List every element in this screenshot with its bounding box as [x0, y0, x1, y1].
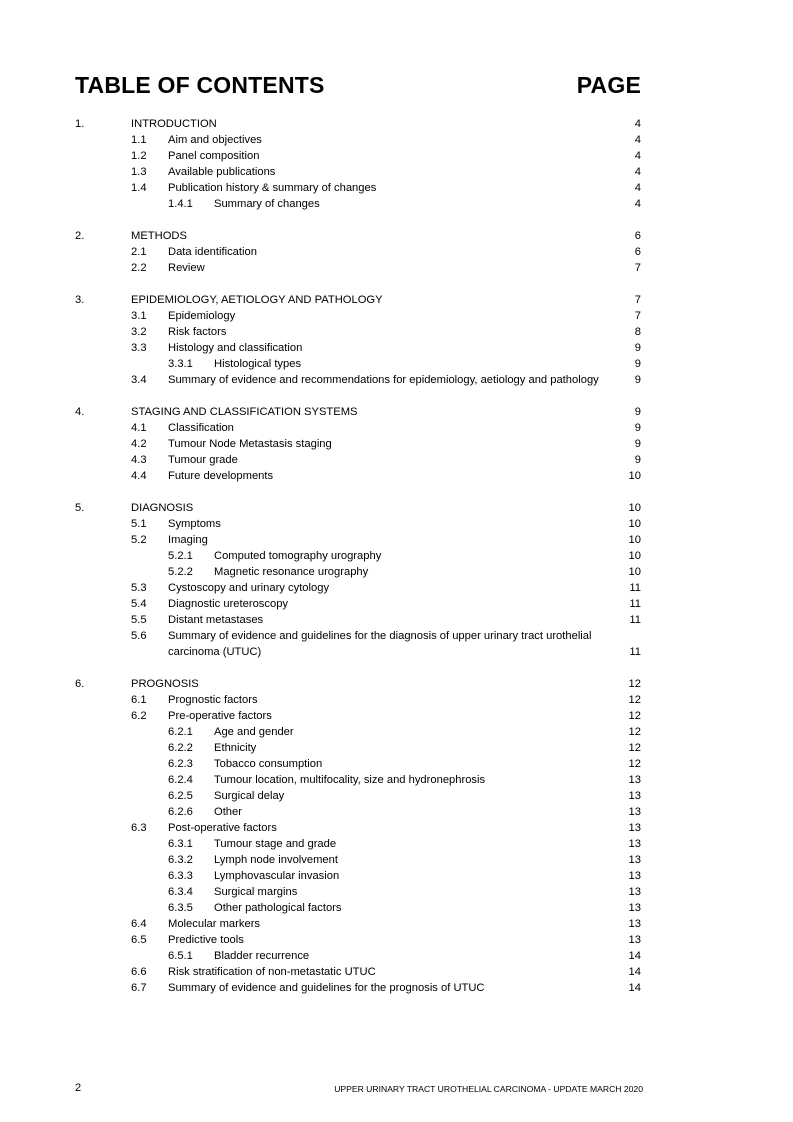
toc-entry-label: Publication history & summary of changes — [168, 182, 377, 194]
toc-section-entry[interactable] — [0, 708, 793, 724]
toc-entry-page: 10 — [628, 470, 641, 482]
toc-entry-label: Other pathological factors — [214, 902, 342, 914]
page-column-heading: PAGE — [576, 72, 641, 98]
toc-entry-page: 4 — [634, 166, 641, 178]
toc-entry-label: Summary of changes — [214, 198, 320, 210]
toc-entry-number: 6.3.1 — [168, 838, 193, 850]
toc-section-entry[interactable] — [0, 244, 793, 260]
toc-entry-label: Panel composition — [168, 150, 260, 162]
toc-entry-label: Tumour grade — [168, 454, 238, 466]
toc-entry-label: Epidemiology — [168, 310, 236, 322]
toc-entry-label: Future developments — [168, 470, 274, 482]
page-title: TABLE OF CONTENTS — [75, 72, 325, 98]
footer-page-number: 2 — [75, 1082, 82, 1094]
toc-entry-page: 8 — [634, 326, 641, 338]
toc-entry-label: DIAGNOSIS — [131, 502, 194, 514]
toc-subsection-entry[interactable] — [0, 836, 793, 852]
toc-entry-number: 4.3 — [131, 454, 147, 466]
toc-entry-page: 13 — [628, 774, 641, 786]
toc-subsection-entry[interactable] — [0, 740, 793, 756]
toc-entry-label: Summary of evidence and recommendations for epidemiology, aetiology and pathology — [168, 374, 599, 386]
toc-entry-number: 6.7 — [131, 982, 147, 994]
toc-entry-label: Prognostic factors — [168, 694, 258, 706]
toc-entry-label: Lymphovascular invasion — [214, 870, 340, 882]
toc-entry-label: Risk stratification of non-metastatic UTUC — [168, 966, 376, 978]
toc-entry-number: 6.3.3 — [168, 870, 193, 882]
toc-entry-label: PROGNOSIS — [131, 678, 199, 690]
toc-entry-number: 6.3.4 — [168, 886, 193, 898]
toc-section-entry[interactable] — [0, 532, 793, 548]
toc-section-entry[interactable] — [0, 340, 793, 356]
toc-entry-number: 1.1 — [131, 134, 147, 146]
toc-subsection-entry[interactable] — [0, 788, 793, 804]
toc-entry-label: Pre-operative factors — [168, 710, 272, 722]
toc-entry-label: Classification — [168, 422, 234, 434]
toc-entry-label: Other — [214, 806, 242, 818]
toc-subsection-entry[interactable] — [0, 900, 793, 916]
toc-entry-page: 9 — [634, 454, 641, 466]
toc-subsection-entry[interactable] — [0, 756, 793, 772]
toc-entry-number: 6.2.3 — [168, 758, 193, 770]
toc-chapter-entry[interactable] — [0, 500, 793, 516]
toc-section-entry[interactable] — [0, 580, 793, 596]
toc-entry-number: 3.4 — [131, 374, 147, 386]
toc-entry-page: 10 — [628, 550, 641, 562]
toc-entry-number: 6.2.4 — [168, 774, 193, 786]
toc-entry-label: Diagnostic ureteroscopy — [168, 598, 289, 610]
toc-section-entry[interactable] — [0, 164, 793, 180]
toc-entry-number: 1.3 — [131, 166, 147, 178]
toc-subsection-entry[interactable] — [0, 948, 793, 964]
toc-entry-label: Magnetic resonance urography — [214, 566, 369, 578]
toc-entry-number: 5.2.1 — [168, 550, 193, 562]
toc-entry-label: Cystoscopy and urinary cytology — [168, 582, 330, 594]
toc-entry-page: 7 — [634, 310, 641, 322]
toc-section-entry[interactable] — [0, 692, 793, 708]
toc-entry-label: Tumour location, multifocality, size and hydronephrosis — [214, 774, 486, 786]
toc-entry-page: 13 — [628, 854, 641, 866]
toc-entry-page: 14 — [628, 982, 641, 994]
toc-entry-number: 5.6 — [131, 630, 147, 642]
toc-entry-label: Summary of evidence and guidelines for the prognosis of UTUC — [168, 982, 485, 994]
toc-entry-label: Distant metastases — [168, 614, 264, 626]
toc-entry-label: Post-operative factors — [168, 822, 277, 834]
toc-entry-number: 6.3.2 — [168, 854, 193, 866]
toc-entry-number: 4.1 — [131, 422, 147, 434]
toc-subsection-entry[interactable] — [0, 724, 793, 740]
toc-section-entry[interactable] — [0, 420, 793, 436]
toc-entry-number: 3.3 — [131, 342, 147, 354]
toc-subsection-entry[interactable] — [0, 884, 793, 900]
toc-entry-label: Histological types — [214, 358, 302, 370]
toc-entry-page: 9 — [634, 438, 641, 450]
toc-entry-page: 14 — [628, 950, 641, 962]
toc-entry-page: 9 — [634, 358, 641, 370]
toc-entry-page: 11 — [629, 614, 641, 626]
toc-entry-label: Surgical delay — [214, 790, 285, 802]
toc-subsection-entry[interactable] — [0, 548, 793, 564]
toc-entry-page: 13 — [628, 934, 641, 946]
toc-entry-number: 3.3.1 — [168, 358, 193, 370]
toc-entry-number: 5.4 — [131, 598, 147, 610]
toc-entry-label: EPIDEMIOLOGY, AETIOLOGY AND PATHOLOGY — [131, 294, 383, 306]
toc-entry-page: 9 — [634, 374, 641, 386]
toc-entry-number: 6.4 — [131, 918, 147, 930]
toc-section-entry[interactable] — [0, 260, 793, 276]
toc-entry-label: Risk factors — [168, 326, 227, 338]
toc-entry-number: 2.1 — [131, 246, 147, 258]
toc-entry-label: INTRODUCTION — [131, 118, 217, 130]
toc-entry-number: 4. — [75, 406, 85, 418]
toc-entry-number: 5.2 — [131, 534, 147, 546]
toc-section-entry[interactable] — [0, 372, 793, 388]
toc-entry-number: 6.5 — [131, 934, 147, 946]
toc-subsection-entry[interactable] — [0, 804, 793, 820]
toc-entry-page: 13 — [628, 902, 641, 914]
toc-section-entry[interactable] — [0, 468, 793, 484]
toc-entry-label: Molecular markers — [168, 918, 261, 930]
toc-entry-number: 1.4.1 — [168, 198, 193, 210]
toc-section-entry[interactable] — [0, 308, 793, 324]
toc-entry-label: Ethnicity — [214, 742, 257, 754]
toc-section-entry[interactable] — [0, 932, 793, 948]
toc-entry-page: 13 — [628, 838, 641, 850]
toc-entry-number: 2.2 — [131, 262, 147, 274]
toc-entry-number: 1.4 — [131, 182, 147, 194]
toc-entry-label: METHODS — [131, 230, 187, 242]
toc-entry-label: Available publications — [168, 166, 276, 178]
toc-entry-label: Tobacco consumption — [214, 758, 323, 770]
toc-entry-page: 11 — [629, 646, 641, 658]
toc-entry-number: 5.1 — [131, 518, 147, 530]
toc-chapter-entry[interactable] — [0, 404, 793, 420]
toc-section-entry[interactable] — [0, 452, 793, 468]
toc-entry-label: Tumour stage and grade — [214, 838, 337, 850]
toc-entry-number: 6.5.1 — [168, 950, 193, 962]
toc-entry-page: 12 — [628, 678, 641, 690]
toc-entry-label: Predictive tools — [168, 934, 244, 946]
toc-entry-number: 6.2.5 — [168, 790, 193, 802]
toc-section-entry[interactable] — [0, 628, 793, 660]
toc-entry-number: 3. — [75, 294, 85, 306]
toc-entry-number: 4.2 — [131, 438, 147, 450]
toc-entry-label: Age and gender — [214, 726, 294, 738]
toc-entry-page: 13 — [628, 886, 641, 898]
toc-section-entry[interactable] — [0, 148, 793, 164]
toc-chapter-entry[interactable] — [0, 116, 793, 132]
toc-entry-label: Data identification — [168, 246, 257, 258]
toc-entry-page: 13 — [628, 806, 641, 818]
toc-section-entry[interactable] — [0, 132, 793, 148]
toc-entry-page: 13 — [628, 918, 641, 930]
toc-entry-number: 3.2 — [131, 326, 147, 338]
toc-entry-number: 6.3.5 — [168, 902, 193, 914]
toc-section-entry[interactable] — [0, 516, 793, 532]
footer-document-title: UPPER URINARY TRACT UROTHELIAL CARCINOMA - UPDATE MARCH 2020 — [334, 1084, 643, 1094]
toc-chapter-entry[interactable] — [0, 676, 793, 692]
toc-section-entry[interactable] — [0, 596, 793, 612]
toc-section-entry[interactable] — [0, 180, 793, 196]
toc-entry-page: 13 — [628, 790, 641, 802]
toc-section-entry[interactable] — [0, 964, 793, 980]
table-of-contents — [0, 116, 793, 996]
toc-entry-page: 13 — [628, 822, 641, 834]
toc-entry-page: 12 — [628, 726, 641, 738]
toc-section-entry[interactable] — [0, 916, 793, 932]
toc-section-entry[interactable] — [0, 436, 793, 452]
toc-entry-page: 12 — [628, 742, 641, 754]
toc-entry-page: 12 — [628, 758, 641, 770]
toc-subsection-entry[interactable] — [0, 868, 793, 884]
toc-entry-page: 6 — [634, 230, 641, 242]
toc-entry-label: Review — [168, 262, 205, 274]
toc-entry-number: 6.6 — [131, 966, 147, 978]
toc-section-entry[interactable] — [0, 612, 793, 628]
toc-entry-label: STAGING AND CLASSIFICATION SYSTEMS — [131, 406, 358, 418]
toc-entry-label: Lymph node involvement — [214, 854, 338, 866]
toc-subsection-entry[interactable] — [0, 196, 793, 212]
toc-entry-label: Aim and objectives — [168, 134, 262, 146]
toc-subsection-entry[interactable] — [0, 356, 793, 372]
toc-entry-page: 10 — [628, 566, 641, 578]
toc-entry-number: 6.2.6 — [168, 806, 193, 818]
toc-entry-page: 13 — [628, 870, 641, 882]
toc-entry-page: 4 — [634, 182, 641, 194]
toc-entry-number: 6.2.2 — [168, 742, 193, 754]
toc-entry-page: 4 — [634, 150, 641, 162]
toc-entry-page: 4 — [634, 118, 641, 130]
toc-entry-number: 1.2 — [131, 150, 147, 162]
toc-entry-number: 6.2.1 — [168, 726, 193, 738]
toc-entry-page: 6 — [634, 246, 641, 258]
toc-section-entry[interactable] — [0, 324, 793, 340]
toc-entry-number: 6.1 — [131, 694, 147, 706]
toc-entry-page: 10 — [628, 534, 641, 546]
toc-entry-page: 9 — [634, 422, 641, 434]
toc-entry-label: Symptoms — [168, 518, 221, 530]
toc-entry-page: 11 — [629, 598, 641, 610]
toc-entry-number: 3.1 — [131, 310, 147, 322]
toc-entry-number: 6.2 — [131, 710, 147, 722]
toc-entry-label: Bladder recurrence — [214, 950, 310, 962]
toc-entry-label: Imaging — [168, 534, 208, 546]
toc-entry-page: 10 — [628, 502, 641, 514]
toc-entry-label: Histology and classification — [168, 342, 303, 354]
toc-chapter-entry[interactable] — [0, 292, 793, 308]
toc-entry-page: 10 — [628, 518, 641, 530]
toc-entry-number: 4.4 — [131, 470, 147, 482]
toc-entry-label: Surgical margins — [214, 886, 298, 898]
toc-subsection-entry[interactable] — [0, 564, 793, 580]
toc-entry-page: 4 — [634, 134, 641, 146]
toc-entry-page: 9 — [634, 406, 641, 418]
toc-entry-number: 5.5 — [131, 614, 147, 626]
toc-entry-page: 7 — [634, 294, 641, 306]
toc-entry-page: 11 — [629, 582, 641, 594]
toc-entry-number: 5.2.2 — [168, 566, 193, 578]
toc-entry-number: 5. — [75, 502, 85, 514]
toc-entry-page: 12 — [628, 694, 641, 706]
toc-entry-page: 12 — [628, 710, 641, 722]
toc-chapter-entry[interactable] — [0, 228, 793, 244]
toc-section-entry[interactable] — [0, 980, 793, 996]
toc-entry-label: Summary of evidence and guidelines for the diagnosis of upper urinary tract urothelial carcinoma (UTUC) — [168, 630, 592, 658]
toc-entry-page: 14 — [628, 966, 641, 978]
toc-subsection-entry[interactable] — [0, 852, 793, 868]
toc-entry-number: 6. — [75, 678, 85, 690]
toc-entry-number: 2. — [75, 230, 85, 242]
toc-entry-page: 4 — [634, 198, 641, 210]
toc-entry-label: Computed tomography urography — [214, 550, 382, 562]
toc-entry-label: Tumour Node Metastasis staging — [168, 438, 332, 450]
toc-entry-number: 6.3 — [131, 822, 147, 834]
toc-entry-page: 9 — [634, 342, 641, 354]
toc-section-entry[interactable] — [0, 820, 793, 836]
toc-entry-number: 5.3 — [131, 582, 147, 594]
toc-entry-page: 7 — [634, 262, 641, 274]
toc-subsection-entry[interactable] — [0, 772, 793, 788]
toc-entry-number: 1. — [75, 118, 85, 130]
